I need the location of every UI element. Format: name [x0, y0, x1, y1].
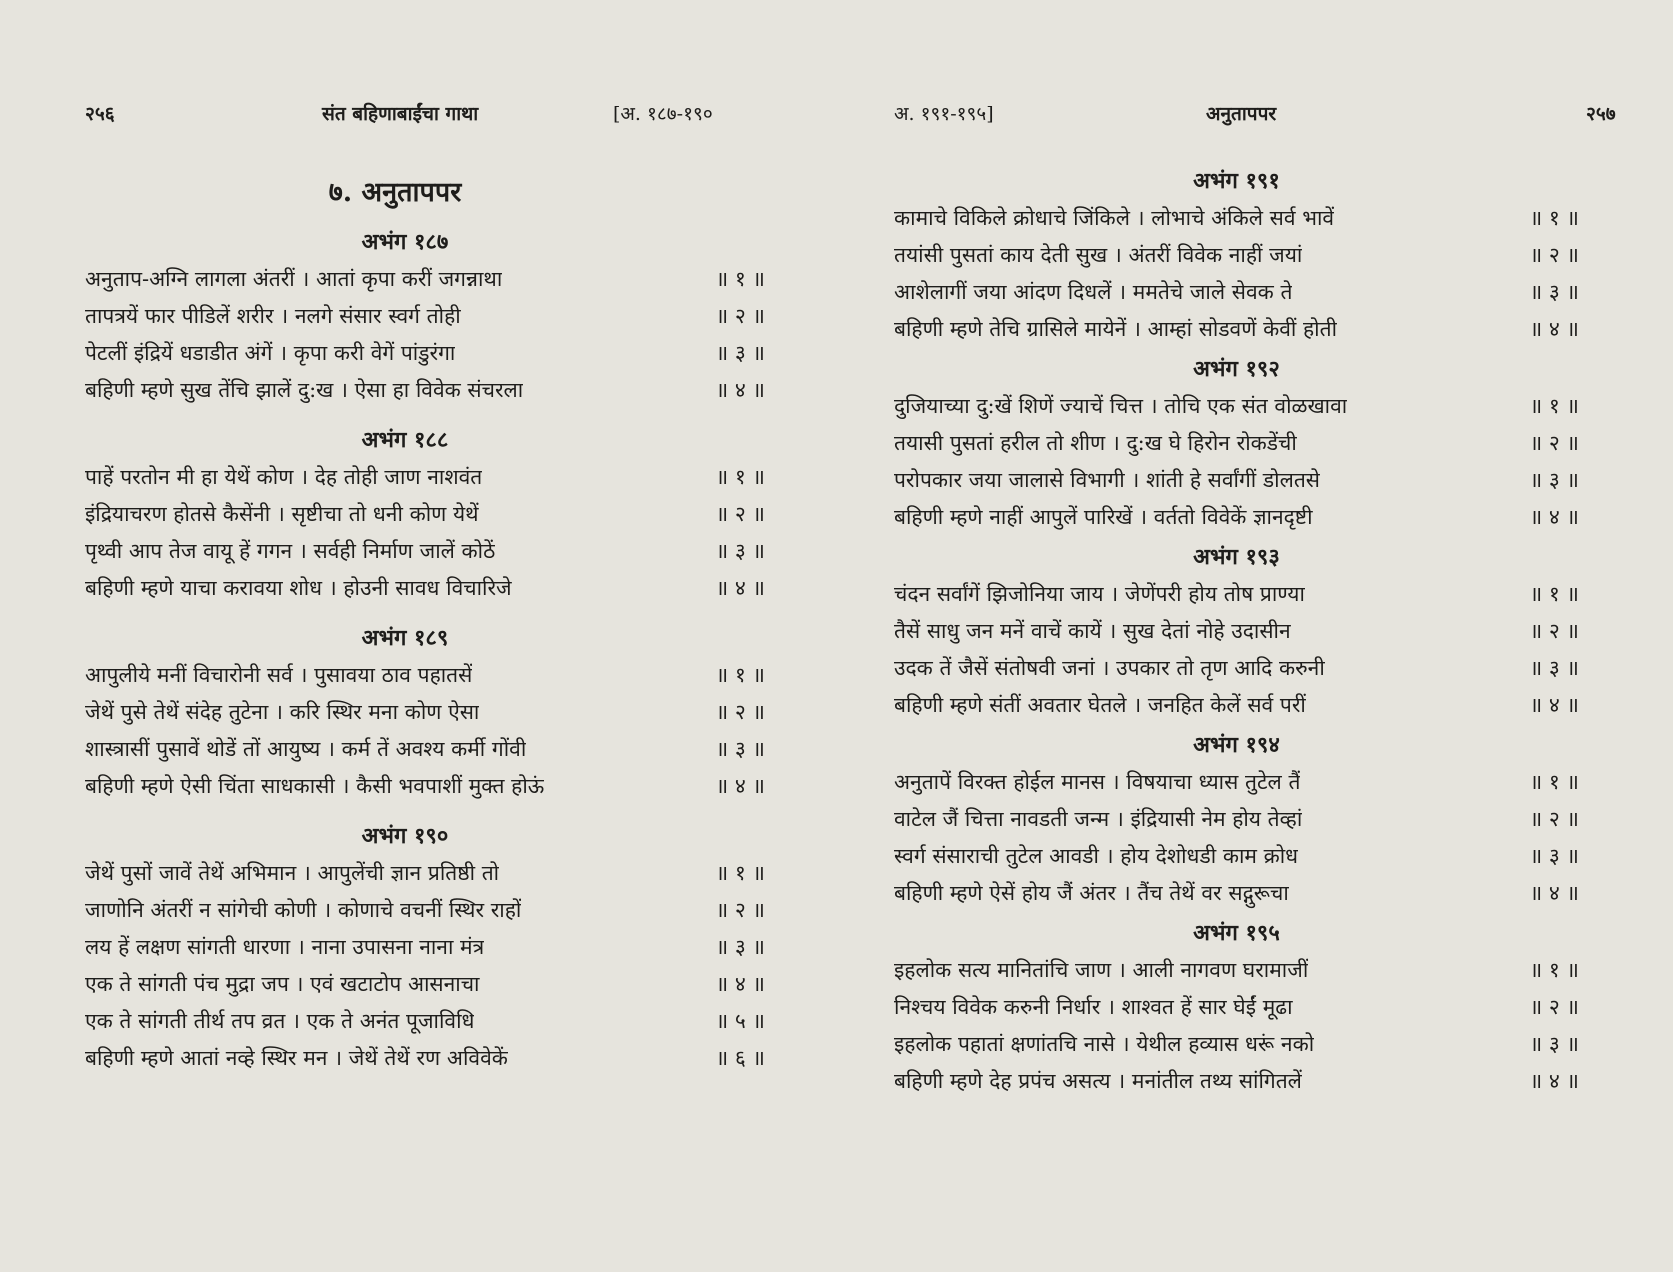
verse-number: ॥ ५ ॥ — [715, 1009, 765, 1033]
verse-line — [894, 311, 1579, 348]
right-text-column — [894, 162, 1579, 1100]
page-number: २५७ — [1586, 103, 1616, 125]
abhang-title: अभंग १९३ — [1193, 544, 1280, 570]
verse-text: एक ते सांगती पंच मुद्रा जप । एवं खटाटोप आसनाचा — [85, 972, 480, 996]
verse-line — [894, 388, 1579, 425]
verse-text: निश्चय विवेक करुनी निर्धार । शाश्वत हें सार घेईं मूढा — [894, 995, 1293, 1019]
verse-number: ॥ ४ ॥ — [715, 576, 765, 600]
verse-text: बहिणी म्हणे तेचि ग्रासिले मायेनें । आम्हां सोडवणें केवीं होती — [894, 317, 1338, 341]
verse-text: उदक तें जैसें संतोषवी जनां । उपकार तो तृण आदि करुनी — [894, 656, 1325, 680]
verse-number: ॥ १ ॥ — [715, 465, 765, 489]
verse-line — [894, 499, 1579, 536]
abhang — [85, 421, 765, 607]
running-title: संत बहिणाबाईंचा गाथा — [322, 103, 479, 125]
verse-number: ॥ ४ ॥ — [1529, 881, 1579, 905]
verse-number: ॥ ३ ॥ — [715, 341, 765, 365]
abhang — [894, 350, 1579, 536]
verse-text: कामाचे विकिले क्रोधाचे जिंकिले । लोभाचे अंकिले सर्व भावें — [894, 206, 1335, 230]
verse-line — [85, 731, 765, 768]
verse-number: ॥ ३ ॥ — [1529, 844, 1579, 868]
verse-text: शास्त्रासीं पुसावें थोडें तों आयुष्य । कर्म तें अवश्य कर्मी गोंवी — [85, 737, 527, 761]
verse-line — [894, 1063, 1579, 1100]
verse-number: ॥ २ ॥ — [715, 304, 765, 328]
verse-line — [894, 274, 1579, 311]
left-text-column — [85, 170, 765, 1077]
verse-number: ॥ ४ ॥ — [1529, 1069, 1579, 1093]
verse-text: जेथें पुसों जावें तेथें अभिमान । आपुलेंची ज्ञान प्रतिष्ठी तो — [85, 861, 500, 885]
verse-line — [85, 1040, 765, 1077]
verse-number: ॥ १ ॥ — [715, 267, 765, 291]
verse-text: पृथ्वी आप तेज वायू हें गगन । सर्वही निर्माण जालें कोठें — [85, 539, 496, 563]
verse-number: ॥ १ ॥ — [1529, 958, 1579, 982]
verse-text: चंदन सर्वांगें झिजोनिया जाय । जेणेंपरी होय तोष प्राण्या — [894, 582, 1305, 606]
verse-number: ॥ ४ ॥ — [715, 972, 765, 996]
abhang — [894, 914, 1579, 1100]
verse-line — [85, 372, 765, 409]
verse-text: बहिणी म्हणे देह प्रपंच असत्य । मनांतील तथ्य सांगितलें — [894, 1069, 1302, 1093]
abhang-title: अभंग १९२ — [1193, 356, 1280, 382]
verse-line — [894, 200, 1579, 237]
verse-text: दुजियाच्या दु:खें शिणें ज्याचें चित्त । तोचि एक संत वोळखावा — [894, 394, 1348, 418]
verse-line — [85, 533, 765, 570]
right-page — [836, 0, 1672, 1272]
verse-line — [894, 462, 1579, 499]
verse-line — [85, 335, 765, 372]
abhang-title: अभंग १८९ — [361, 625, 449, 651]
verse-line — [85, 1003, 765, 1040]
verse-text: आशेलागीं जया आंदण दिधलें । ममतेचे जाले सेवक ते — [894, 280, 1293, 304]
running-title: अनुतापपर — [1206, 103, 1277, 125]
verse-number: ॥ १ ॥ — [1529, 394, 1579, 418]
verse-line — [894, 838, 1579, 875]
abhang — [85, 619, 765, 805]
verse-line — [894, 764, 1579, 801]
abhang-title: अभंग १९० — [361, 823, 449, 849]
verse-number: ॥ २ ॥ — [715, 502, 765, 526]
verse-line — [85, 570, 765, 607]
verse-number: ॥ ३ ॥ — [1529, 280, 1579, 304]
verse-number: ॥ ३ ॥ — [1529, 468, 1579, 492]
verse-line — [894, 576, 1579, 613]
verse-text: जेथें पुसे तेथें संदेह तुटेना । करि स्थिर मना कोण ऐसा — [85, 700, 480, 724]
verse-line — [894, 613, 1579, 650]
verse-number: ॥ १ ॥ — [1529, 206, 1579, 230]
verse-number: ॥ ४ ॥ — [1529, 505, 1579, 529]
verse-line — [85, 768, 765, 805]
abhang — [894, 538, 1579, 724]
verse-line — [85, 657, 765, 694]
verse-text: बहिणी म्हणे नाहीं आपुलें पारिखें । वर्ततो विवेकें ज्ञानदृष्टी — [894, 505, 1313, 529]
verse-line — [894, 875, 1579, 912]
verse-text: इहलोक सत्य मानितांचि जाण । आली नागवण घरामाजीं — [894, 958, 1309, 982]
verse-line — [894, 801, 1579, 838]
abhang — [894, 726, 1579, 912]
verse-text: स्वर्ग संसाराची तुटेल आवडी । होय देशोधडी काम क्रोध — [894, 844, 1299, 868]
verse-text: तैसें साधु जन मनें वाचें कायें । सुख देतां नोहे उदासीन — [894, 619, 1291, 643]
abhang-range: अ. १९१-१९५] — [894, 103, 994, 125]
verse-number: ॥ २ ॥ — [1529, 995, 1579, 1019]
verse-text: बहिणी म्हणे ऐसी चिंता साधकासी । कैसी भवपाशीं मुक्त होऊं — [85, 774, 545, 798]
abhang-range: [अ. १८७-१९० — [613, 103, 713, 125]
verse-number: ॥ १ ॥ — [715, 861, 765, 885]
verse-number: ॥ १ ॥ — [1529, 770, 1579, 794]
verse-line — [894, 650, 1579, 687]
verse-text: इंद्रियाचरण होतसे कैसेंनी । सृष्टीचा तो धनी कोण येथें — [85, 502, 479, 526]
verse-text: वाटेल जैं चित्ता नावडती जन्म । इंद्रियासी नेम होय तेव्हां — [894, 807, 1303, 831]
verse-text: एक ते सांगती तीर्थ तप व्रत । एक ते अनंत पूजाविधि — [85, 1009, 475, 1033]
verse-text: परोपकार जया जालासे विभागी । शांती हे सर्वांगीं डोलतसे — [894, 468, 1321, 492]
verse-number: ॥ २ ॥ — [1529, 243, 1579, 267]
verse-text: अनुतापें विरक्त होईल मानस । विषयाचा ध्यास तुटेल तैं — [894, 770, 1301, 794]
verse-line — [85, 496, 765, 533]
verse-number: ॥ ६ ॥ — [715, 1046, 765, 1070]
verse-number: ॥ ४ ॥ — [1529, 317, 1579, 341]
verse-text: जाणोनि अंतरीं न सांगेची कोणी । कोणाचे वचनीं स्थिर राहों — [85, 898, 522, 922]
verse-line — [85, 261, 765, 298]
verse-line — [85, 459, 765, 496]
left-page — [0, 0, 836, 1272]
verse-line — [85, 298, 765, 335]
verse-number: ॥ २ ॥ — [1529, 807, 1579, 831]
verse-line — [85, 855, 765, 892]
verse-text: अनुताप-अग्नि लागला अंतरीं । आतां कृपा करीं जगन्नाथा — [85, 267, 503, 291]
verse-number: ॥ ३ ॥ — [715, 737, 765, 761]
section-title: ७. अनुतापपर — [328, 177, 462, 208]
verse-number: ॥ २ ॥ — [715, 700, 765, 724]
verse-number: ॥ ४ ॥ — [1529, 693, 1579, 717]
verse-text: बहिणी म्हणे याचा करावया शोध । होउनी सावध विचारिजे — [85, 576, 512, 600]
verse-text: तयासी पुसतां हरील तो शीण । दु:ख घे हिरोन रोकडेंची — [894, 431, 1297, 455]
verse-number: ॥ २ ॥ — [1529, 619, 1579, 643]
verse-number: ॥ १ ॥ — [715, 663, 765, 687]
verse-line — [894, 237, 1579, 274]
verse-text: आपुलीये मनीं विचारोनी सर्व । पुसावया ठाव पहातसें — [85, 663, 473, 687]
verse-text: इहलोक पहातां क्षणांतचि नासे । येथील हव्यास धरूं नको — [894, 1032, 1315, 1056]
verse-number: ॥ ३ ॥ — [1529, 656, 1579, 680]
abhang — [894, 162, 1579, 348]
verse-line — [894, 687, 1579, 724]
abhang-title: अभंग १९४ — [1193, 732, 1280, 758]
verse-number: ॥ १ ॥ — [1529, 582, 1579, 606]
abhang-title: अभंग १९१ — [1193, 168, 1280, 194]
right-page-header — [836, 100, 1672, 130]
verse-line — [85, 929, 765, 966]
verse-line — [894, 952, 1579, 989]
abhang-title: अभंग १८८ — [361, 427, 449, 453]
verse-number: ॥ ३ ॥ — [715, 539, 765, 563]
verse-text: बहिणी म्हणे सुख तेंचि झालें दु:ख । ऐसा हा विवेक संचरला — [85, 378, 524, 402]
verse-number: ॥ ३ ॥ — [1529, 1032, 1579, 1056]
verse-line — [85, 694, 765, 731]
abhang-title: अभंग १९५ — [1193, 920, 1280, 946]
verse-line — [894, 425, 1579, 462]
abhang — [85, 223, 765, 409]
right-abhang-list — [894, 162, 1579, 1100]
page-number: २५६ — [85, 103, 115, 125]
verse-text: तयांसी पुसतां काय देती सुख । अंतरीं विवेक नाहीं जयां — [894, 243, 1303, 267]
verse-text: बहिणी म्हणे संतीं अवतार घेतले । जनहित केलें सर्व परीं — [894, 693, 1306, 717]
abhang — [85, 817, 765, 1077]
verse-number: ॥ ३ ॥ — [715, 935, 765, 959]
verse-text: पाहें परतोन मी हा येथें कोण । देह तोही जाण नाशवंत — [85, 465, 483, 489]
left-abhang-list — [85, 223, 765, 1077]
left-page-header — [0, 100, 836, 130]
verse-number: ॥ २ ॥ — [715, 898, 765, 922]
verse-text: बहिणी म्हणे आतां नव्हे स्थिर मन । जेथें तेथें रण अविवेकें — [85, 1046, 508, 1070]
verse-line — [894, 1026, 1579, 1063]
verse-number: ॥ २ ॥ — [1529, 431, 1579, 455]
verse-line — [85, 892, 765, 929]
verse-text: पेटलीं इंद्रियें धडाडीत अंगें । कृपा करी वेगें पांडुरंगा — [85, 341, 456, 365]
verse-text: लय हें लक्षण सांगती धारणा । नाना उपासना नाना मंत्र — [85, 935, 485, 959]
verse-line — [894, 989, 1579, 1026]
verse-line — [85, 966, 765, 1003]
verse-text: तापत्रयें फार पीडिलें शरीर । नलगे संसार स्वर्ग तोही — [85, 304, 461, 328]
verse-number: ॥ ४ ॥ — [715, 378, 765, 402]
verse-number: ॥ ४ ॥ — [715, 774, 765, 798]
verse-text: बहिणी म्हणे ऐसें होय जैं अंतर । तैंच तेथें वर सद्गुरूचा — [894, 881, 1289, 905]
abhang-title: अभंग १८७ — [361, 229, 449, 255]
